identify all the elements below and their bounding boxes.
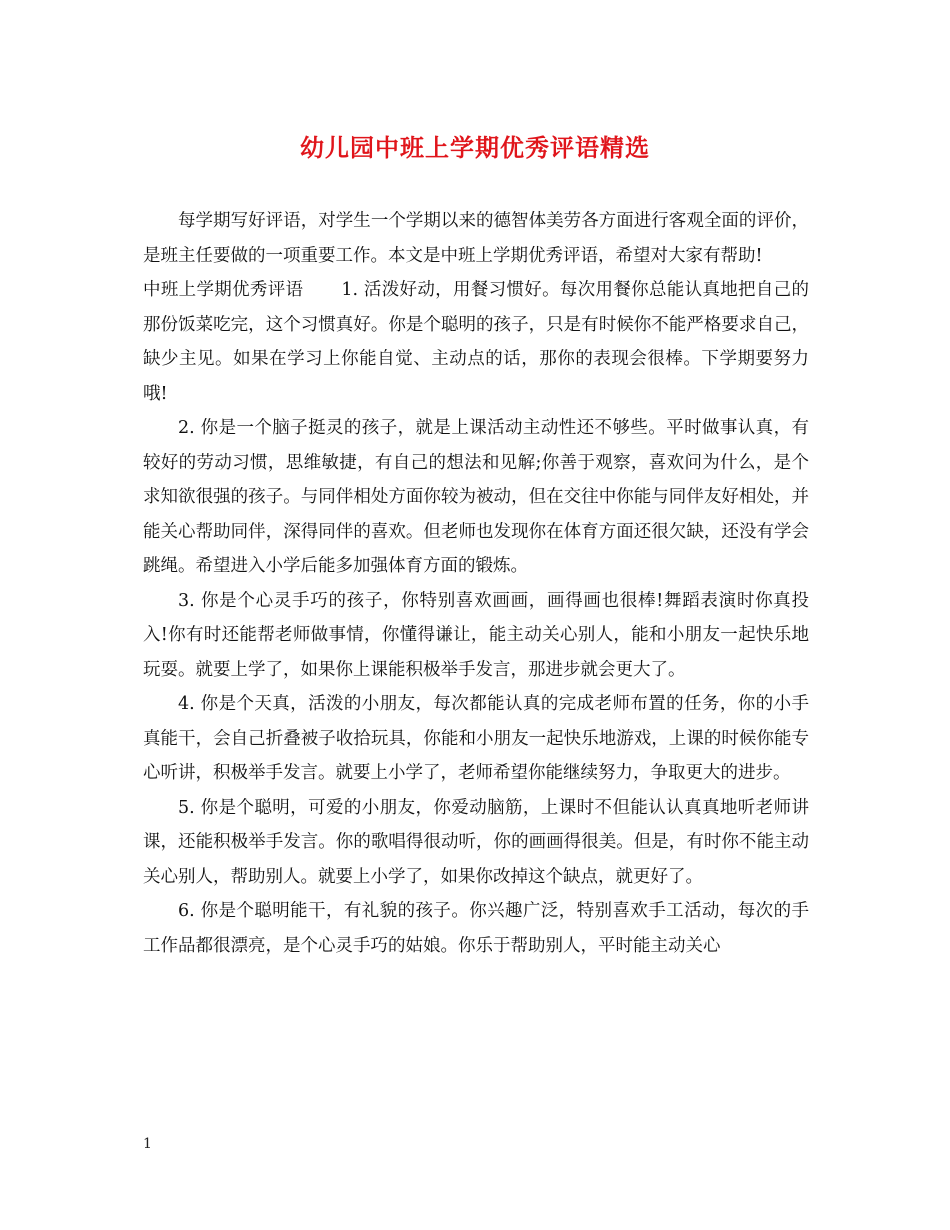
comment-text-1: 1. 活泼好动，用餐习惯好。每次用餐你总能认真地把自己的那份饭菜吃完，这个习惯真好。你是个聪明的孩子，只是有时候你不能严格要求自己，缺少主见。如果在学习上你能自觉、主动点的话，那你的表现会很棒。下学期要努力哦! bbox=[143, 280, 809, 404]
comment-paragraph-5: 5. 你是个聪明，可爱的小朋友，你爱动脑筋，上课时不但能认认真真地听老师讲课，还能积极举手发言。你的歌唱得很动听，你的画画得很美。但是，有时你不能主动关心别人，帮助别人。就要上小学了，如果你改掉这个缺点，就更好了。 bbox=[143, 797, 809, 887]
comment-paragraph-3: 3. 你是个心灵手巧的孩子，你特别喜欢画画，画得画也很棒!舞蹈表演时你真投入!你有时还能帮老师做事情，你懂得谦让，能主动关心别人，能和小朋友一起快乐地玩耍。就要上学了，如果你上课能积极举手发言，那进步就会更大了。 bbox=[143, 590, 809, 680]
section-label: 中班上学期优秀评语 bbox=[143, 280, 304, 300]
page-number: 1 bbox=[143, 1136, 152, 1152]
comment-paragraph-6: 6. 你是个聪明能干，有礼貌的孩子。你兴趣广泛，特别喜欢手工活动，每次的手工作品都很漂亮，是个心灵手巧的姑娘。你乐于帮助别人，平时能主动关心 bbox=[143, 901, 809, 956]
comment-paragraph-2: 2. 你是一个脑子挺灵的孩子，就是上课活动主动性还不够些。平时做事认真，有较好的劳动习惯，思维敏捷，有自己的想法和见解;你善于观察，喜欢问为什么，是个求知欲很强的孩子。与同伴相处方面你较为被动，但在交往中你能与同伴友好相处，并能关心帮助同伴，深得同伴的喜欢。但老师也发现你在体育方面还很欠缺，还没有学会跳绳。希望进入小学后能多加强体育方面的锻炼。 bbox=[143, 418, 809, 576]
comment-paragraph-1 bbox=[143, 273, 809, 411]
document-title: 幼儿园中班上学期优秀评语精选 bbox=[300, 133, 650, 162]
intro-paragraph: 每学期写好评语，对学生一个学期以来的德智体美劳各方面进行客观全面的评价，是班主任要做的一项重要工作。本文是中班上学期优秀评语，希望对大家有帮助! bbox=[143, 211, 809, 266]
comment-paragraph-4: 4. 你是个天真，活泼的小朋友，每次都能认真的完成老师布置的任务，你的小手真能干，会自己折叠被子收拾玩具，你能和小朋友一起快乐地游戏，上课的时候你能专心听讲，积极举手发言。就要上小学了，老师希望你能继续努力，争取更大的进步。 bbox=[143, 694, 809, 783]
document-body bbox=[143, 204, 809, 963]
